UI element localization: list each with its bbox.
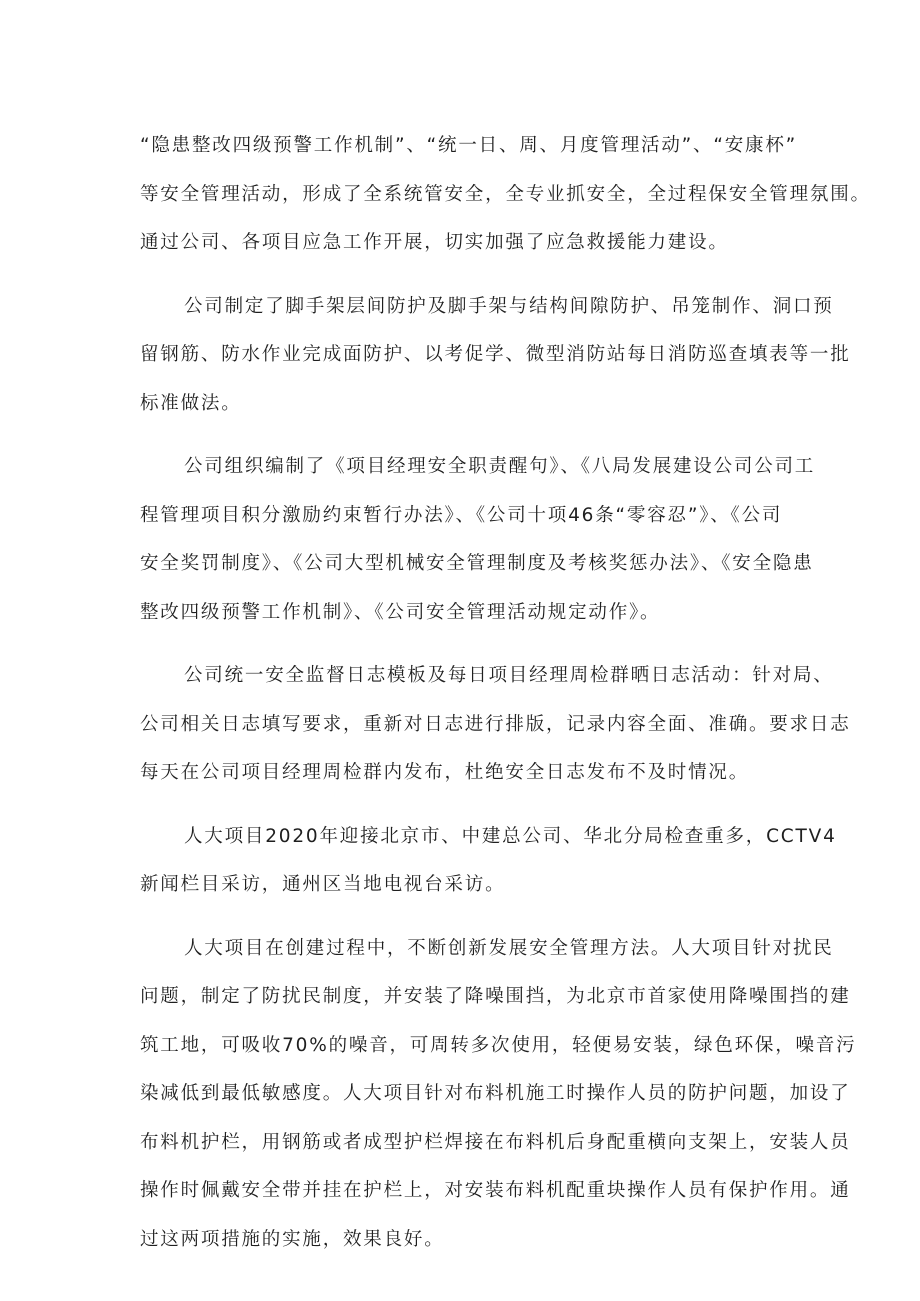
- paragraph-line: 公司相关日志填写要求，重新对日志进行排版，记录内容全面、准确。要求日志: [140, 713, 851, 735]
- document-body: [140, 122, 871, 1279]
- paragraph-line: 筑工地，可吸收70%的噪音，可周转多次使用，轻便易安装，绿色环保，噪音污: [140, 1034, 857, 1056]
- paragraph-line: 标准做法。: [140, 392, 242, 414]
- paragraph-1: [140, 122, 871, 268]
- paragraph-line: 留钢筋、防水作业完成面防护、以考促学、微型消防站每日消防巡查填表等一批: [140, 344, 851, 365]
- paragraph-line: 人大项目2020年迎接北京市、中建总公司、华北分局检查重多，CCTV4: [184, 825, 837, 847]
- paragraph-line: 通过公司、各项目应急工作开展，切实加强了应急救援能力建设。: [140, 232, 729, 253]
- paragraph-line: “隐患整改四级预警工作机制”、“统一日、周、月度管理活动”、“安康杯”: [140, 135, 798, 156]
- paragraph-line: 问题，制定了防扰民制度，并安装了降噪围挡，为北京市首家使用降噪围挡的建: [140, 986, 851, 1007]
- paragraph-6: [140, 925, 857, 1265]
- paragraph-line: 等安全管理活动，形成了全系统管安全，全专业抓安全，全过程保安全管理氛围。: [140, 183, 871, 205]
- paragraph-line: 公司统一安全监督日志模板及每日项目经理周检群晒日志活动：针对局、: [184, 665, 834, 686]
- paragraph-4: [140, 652, 851, 798]
- paragraph-2: [140, 283, 851, 429]
- paragraph-line: 每天在公司项目经理周检群内发布，杜绝安全日志发布不及时情况。: [140, 762, 750, 783]
- paragraph-line: 人大项目在创建过程中，不断创新发展安全管理方法。人大项目针对扰民: [184, 937, 834, 959]
- paragraph-line: 整改四级预警工作机制》、《公司安全管理活动规定动作》。: [140, 601, 661, 623]
- paragraph-line: 染减低到最低敏感度。人大项目针对布料机施工时操作人员的防护问题，加设了: [140, 1083, 851, 1104]
- paragraph-line: 安全奖罚制度》、《公司大型机械安全管理制度及考核奖惩办法》、《安全隐患: [140, 553, 814, 574]
- paragraph-line: 新闻栏目采访，通州区当地电视台采访。: [140, 874, 506, 895]
- paragraph-line: 公司组织编制了《项目经理安全职责醒句》、《八局发展建设公司公司工: [184, 456, 816, 477]
- paragraph-3: [140, 443, 816, 637]
- paragraph-line: 操作时佩戴安全带并挂在护栏上，对安装布料机配重块操作人员有保护作用。通: [140, 1180, 851, 1201]
- paragraph-5: [140, 813, 837, 910]
- paragraph-line: 公司制定了脚手架层间防护及脚手架与结构间隙防护、吊笼制作、洞口预: [184, 295, 834, 317]
- paragraph-line: 过这两项措施的实施，效果良好。: [140, 1228, 445, 1250]
- paragraph-line: 布料机护栏，用钢筋或者成型护栏焊接在布料机后身配重横向支架上，安装人员: [140, 1131, 851, 1153]
- paragraph-line: 程管理项目积分激励约束暂行办法》、《公司十项46条“零容忍”》、《公司: [140, 504, 783, 526]
